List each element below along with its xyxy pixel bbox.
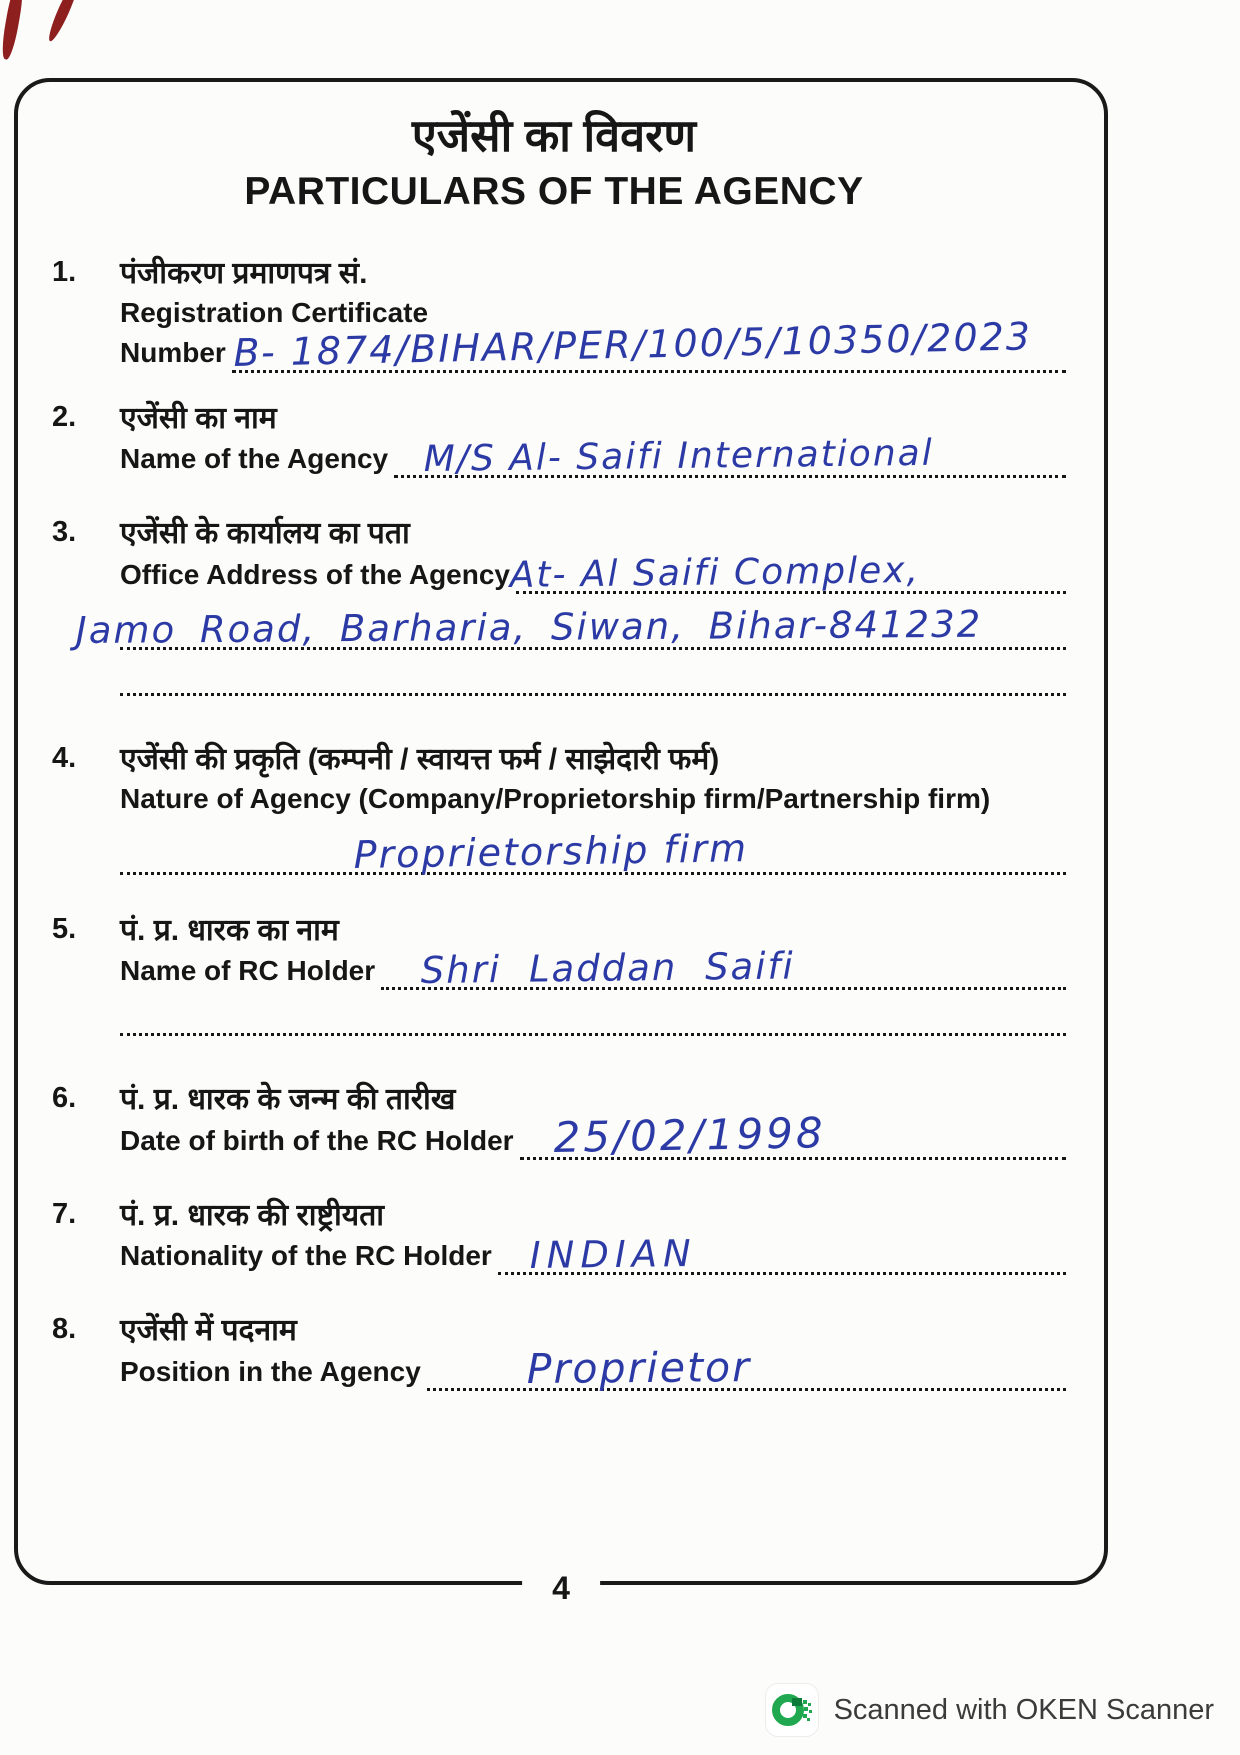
handwritten-address-line2: Jamo Road, Barharia, Siwan, Bihar-841232 [75, 602, 983, 652]
fill-in-line [75, 602, 1066, 652]
handwritten-agency-name: M/S Al- Saifi International [423, 432, 935, 481]
fill-in-line [120, 825, 1066, 877]
label-hindi: एजेंसी में पदनाम [120, 1314, 297, 1348]
handwritten-nationality: INDIAN [529, 1232, 697, 1278]
form-item-position [42, 1311, 1066, 1391]
form-item-registration-number [42, 254, 1066, 373]
item-number: 2. [52, 400, 77, 433]
handwritten-rc-holder-name: Shri Laddan Saifi [420, 944, 796, 993]
handwritten-address-line1: At- Al Saifi Complex, [509, 549, 921, 596]
form-item-nationality [42, 1196, 1066, 1276]
form-item-date-of-birth [42, 1080, 1066, 1160]
label-hindi: पं. प्र. धारक का नाम [120, 913, 339, 947]
fill-in-line [520, 1107, 1066, 1162]
item-number: 6. [52, 1082, 77, 1115]
scanner-attribution-text: Scanned with OKEN Scanner [833, 1693, 1214, 1726]
item-number: 7. [52, 1197, 77, 1230]
handwritten-date-of-birth: 25/02/1998 [552, 1107, 826, 1162]
label-english: Nationality of the RC Holder [120, 1240, 492, 1272]
item-number: 4. [52, 741, 77, 774]
fill-in-line-empty [120, 686, 1066, 696]
fill-in-line-empty [120, 1026, 1066, 1036]
form-item-rc-holder-name [42, 911, 1066, 1037]
label-hindi: पं. प्र. धारक के जन्म की तारीख [120, 1083, 456, 1117]
red-pen-mark [45, 0, 82, 43]
form-item-office-address [42, 514, 1066, 696]
oken-footer [766, 1684, 1214, 1736]
label-hindi: एजेंसी का नाम [120, 401, 277, 435]
label-hindi: पं. प्र. धारक की राष्ट्रीयता [120, 1198, 385, 1232]
fill-in-line [509, 549, 1066, 596]
item-number: 3. [52, 516, 77, 549]
form-border [14, 78, 1108, 1606]
label-english: Date of birth of the RC Holder [120, 1124, 514, 1156]
fill-in-line [427, 1342, 1066, 1393]
label-english-number: Number [120, 337, 226, 369]
item-number: 5. [52, 912, 77, 945]
form-item-agency-name [42, 399, 1066, 479]
form-content [42, 110, 1066, 1391]
fill-in-line [498, 1232, 1066, 1278]
item-number: 1. [52, 255, 77, 288]
item-number: 8. [52, 1313, 77, 1346]
fill-in-line [381, 944, 1066, 993]
label-english: Registration Certificate [120, 297, 429, 329]
form-header [42, 110, 1066, 214]
page-title-english: PARTICULARS OF THE AGENCY [244, 169, 864, 213]
label-english: Office Address of the Agency [120, 558, 511, 590]
page-title-hindi: एजेंसी का विवरण [411, 110, 697, 161]
label-english: Nature of Agency (Company/Proprietorship firm/Partnership firm) [120, 783, 991, 815]
handwritten-nature-of-agency: Proprietorship firm [353, 825, 749, 877]
handwritten-position: Proprietor [526, 1342, 751, 1393]
fill-in-line [232, 313, 1066, 375]
label-hindi: एजेंसी की प्रकृति (कम्पनी / स्वायत्त फर्म / साझेदारी फर्म) [120, 742, 720, 776]
label-english: Position in the Agency [120, 1355, 421, 1387]
page-number: 4 [522, 1570, 600, 1607]
label-english: Name of RC Holder [120, 954, 376, 986]
oken-scanner-icon [766, 1684, 818, 1736]
form-item-nature-of-agency [42, 740, 1066, 875]
fill-in-line [394, 432, 1066, 481]
label-hindi: एजेंसी के कार्यालय का पता [120, 517, 410, 551]
label-english: Name of the Agency [120, 442, 389, 474]
handwritten-registration-number: B- 1874/BIHAR/PER/100/5/10350/2023 [232, 313, 1033, 375]
red-pen-mark [0, 0, 26, 61]
label-hindi: पंजीकरण प्रमाणपत्र सं. [120, 256, 368, 290]
